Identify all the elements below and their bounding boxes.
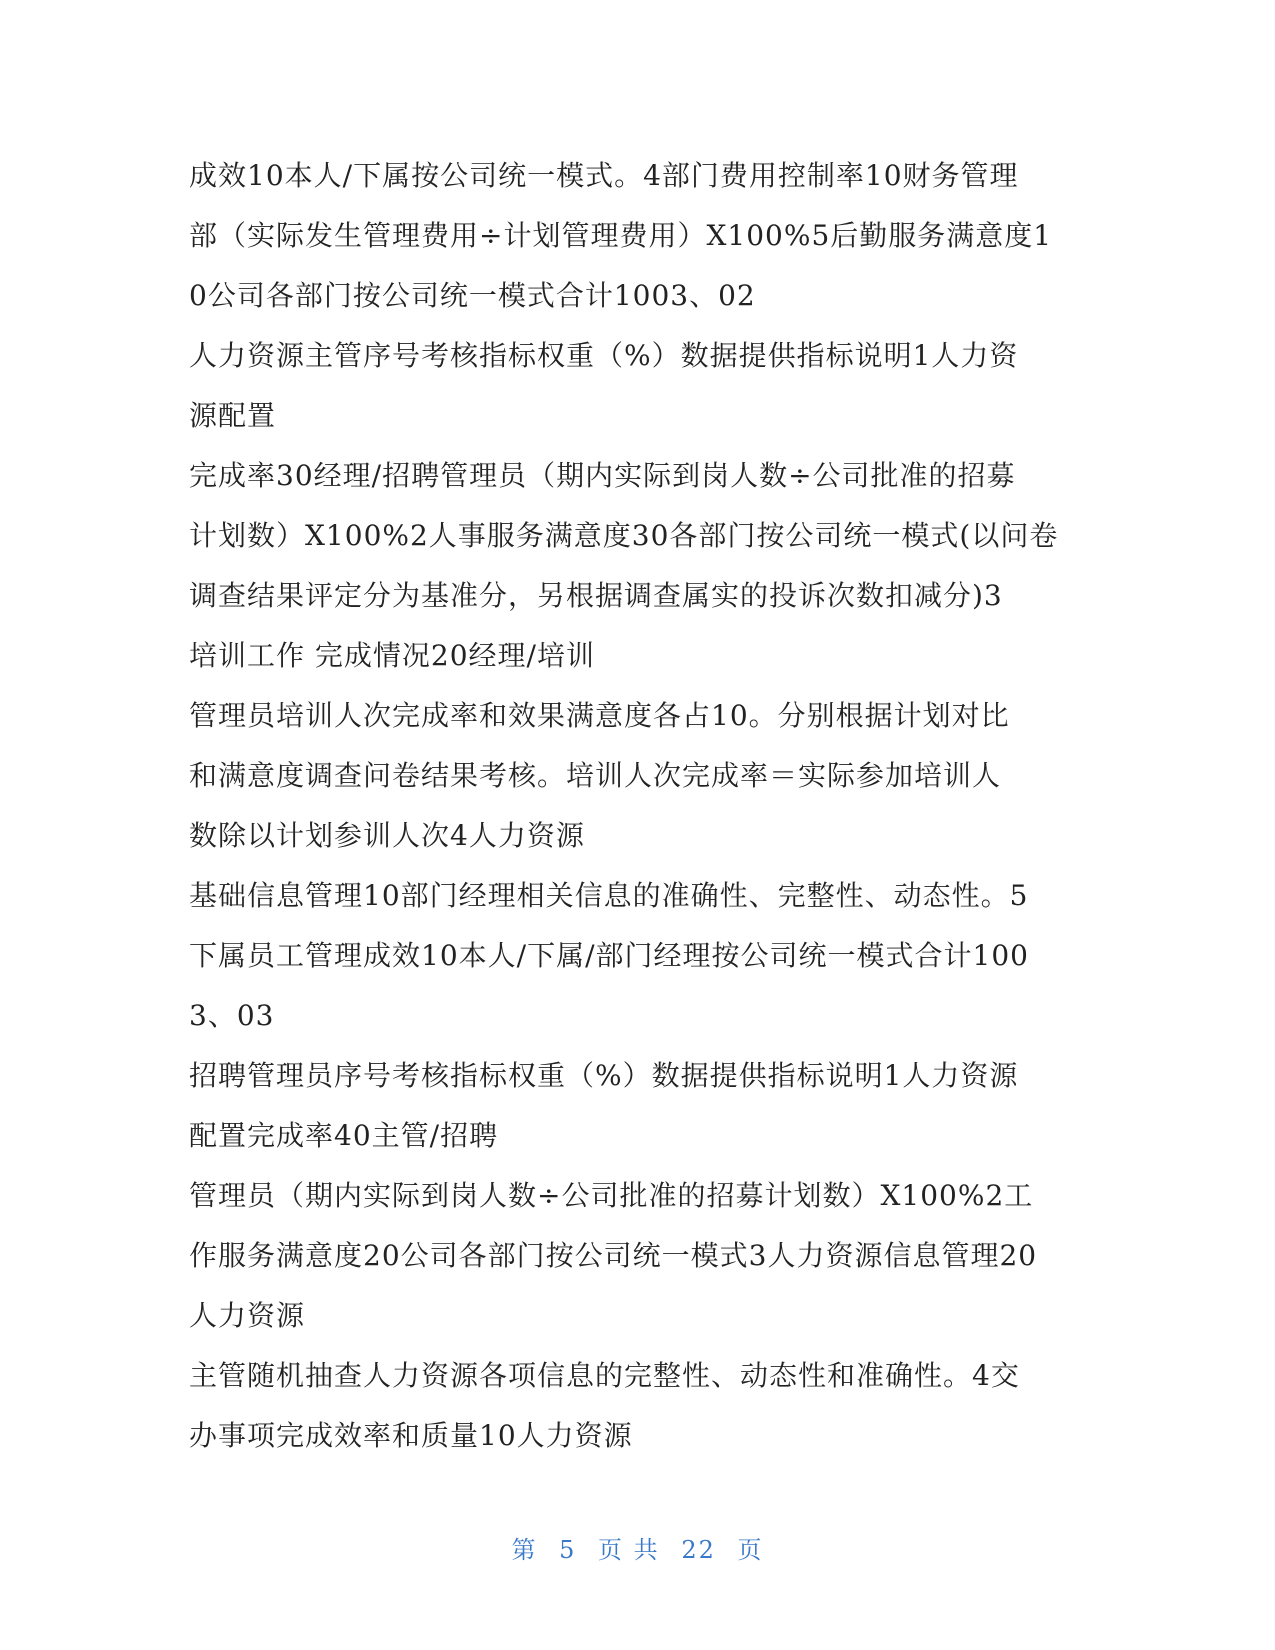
paragraph-line: 数除以计划参训人次4人力资源 — [189, 819, 585, 852]
paragraph-line: 计划数）X100%2人事服务满意度30各部门按公司统一模式(以问卷 — [189, 519, 1059, 552]
footer-total-pages: 22 — [681, 1536, 716, 1564]
paragraph-line: 下属员工管理成效10本人/下属/部门经理按公司统一模式合计100 — [189, 939, 1029, 972]
paragraph-line: 和满意度调查问卷结果考核。培训人次完成率＝实际参加培训人 — [189, 759, 1002, 792]
paragraph-line: 作服务满意度20公司各部门按公司统一模式3人力资源信息管理20 — [189, 1239, 1038, 1272]
paragraph-line: 成效10本人/下属按公司统一模式。4部门费用控制率10财务管理 — [189, 159, 1019, 192]
footer-middle: 页 共 — [598, 1536, 660, 1564]
paragraph-line: 部（实际发生管理费用÷计划管理费用）X100%5后勤服务满意度1 — [189, 219, 1053, 252]
paragraph-line: 基础信息管理10部门经理相关信息的准确性、完整性、动态性。5 — [189, 879, 1029, 912]
paragraph-line: 人力资源 — [189, 1299, 306, 1332]
paragraph-line: 3、03 — [189, 999, 275, 1032]
footer-prefix: 第 — [511, 1536, 538, 1564]
paragraph-line: 0公司各部门按公司统一模式合计1003、02 — [189, 279, 756, 312]
footer-page-number: 5 — [559, 1536, 577, 1564]
paragraph-line: 源配置 — [189, 399, 277, 432]
paragraph-line: 主管随机抽查人力资源各项信息的完整性、动态性和准确性。4交 — [189, 1359, 1020, 1392]
paragraph-line: 人力资源主管序号考核指标权重（%）数据提供指标说明1人力资 — [189, 339, 1019, 372]
paragraph-line: 完成率30经理/招聘管理员（期内实际到岗人数÷公司批准的招募 — [189, 459, 1016, 492]
document-body — [189, 146, 1089, 1466]
paragraph-line: 培训工作 完成情况20经理/培训 — [189, 639, 595, 672]
paragraph-line: 办事项完成效率和质量10人力资源 — [189, 1419, 633, 1452]
paragraph-line: 配置完成率40主管/招聘 — [189, 1119, 499, 1152]
footer-suffix: 页 — [737, 1536, 764, 1564]
paragraph-line: 调查结果评定分为基准分，另根据调查属实的投诉次数扣减分)3 — [189, 579, 1003, 612]
paragraph-line: 管理员（期内实际到岗人数÷公司批准的招募计划数）X100%2工 — [189, 1179, 1034, 1212]
paragraph-line: 招聘管理员序号考核指标权重（%）数据提供指标说明1人力资源 — [189, 1059, 1019, 1092]
page-footer — [0, 1530, 1275, 1565]
paragraph-line: 管理员培训人次完成率和效果满意度各占10。分别根据计划对比 — [189, 699, 1010, 732]
